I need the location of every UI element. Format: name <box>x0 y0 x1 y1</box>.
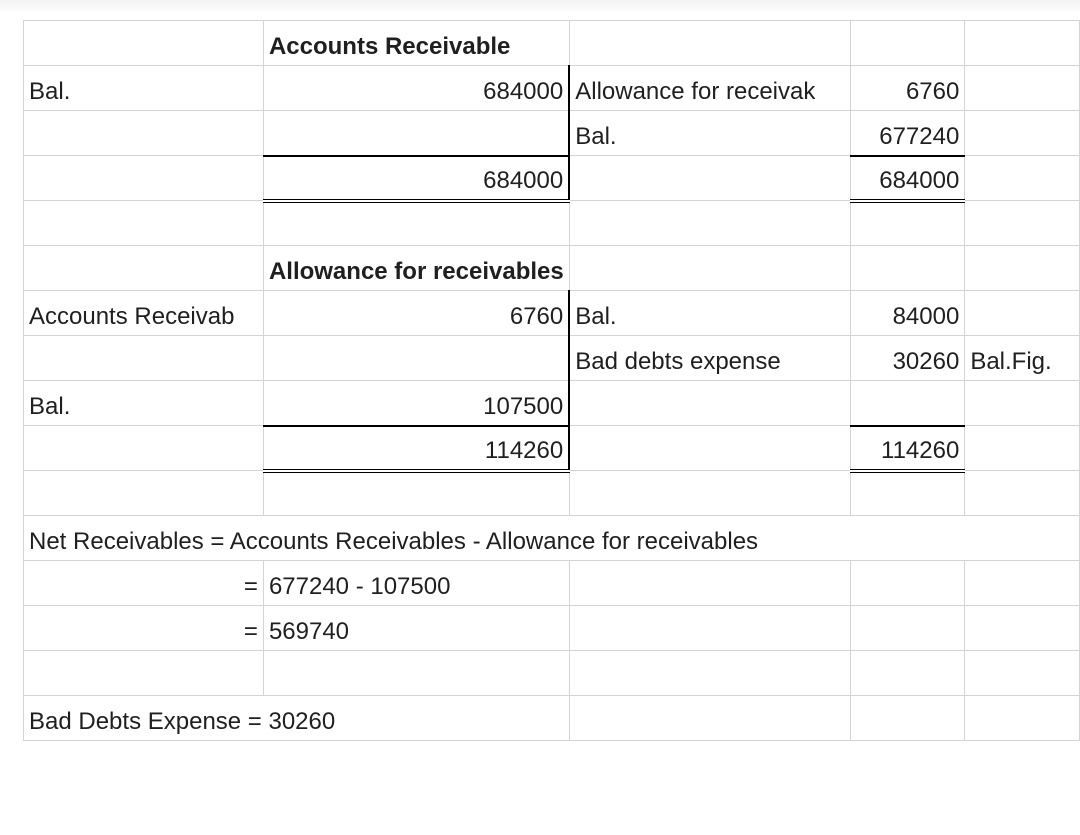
cell[interactable] <box>24 651 264 696</box>
row-bad-debts <box>24 696 1080 741</box>
cell[interactable] <box>569 201 851 246</box>
cell-allowance-right-bal-value[interactable]: 84000 <box>851 291 965 336</box>
cell[interactable] <box>965 561 1080 606</box>
allowance-title: Allowance for receivables <box>268 258 564 285</box>
cell[interactable] <box>24 336 264 381</box>
cell[interactable] <box>965 381 1080 426</box>
cell[interactable] <box>569 696 851 741</box>
row-empty <box>24 201 1080 246</box>
spreadsheet-grid <box>23 20 1080 741</box>
cell-ar-right-allowance-label[interactable]: Allowance for receivak <box>569 66 851 111</box>
cell-ar-left-total[interactable]: 684000 <box>263 156 569 201</box>
cell[interactable] <box>965 111 1080 156</box>
row-empty <box>24 651 1080 696</box>
cell[interactable] <box>965 651 1080 696</box>
cell-net-formula[interactable]: Net Receivables = Accounts Receivables - Allowance for receivables <box>24 516 1080 561</box>
row-allowance-totals <box>24 426 1080 471</box>
cell[interactable] <box>24 156 264 201</box>
row-empty <box>24 471 1080 516</box>
cell[interactable] <box>965 471 1080 516</box>
cell[interactable] <box>24 246 264 291</box>
row-allowance-title <box>24 246 1080 291</box>
row-allowance-1 <box>24 291 1080 336</box>
cell-ar-right-total[interactable]: 684000 <box>851 156 965 201</box>
cell[interactable] <box>569 651 851 696</box>
row-allowance-2 <box>24 336 1080 381</box>
cell-ar-left-bal-value[interactable]: 684000 <box>263 66 569 111</box>
cell[interactable] <box>851 21 965 66</box>
cell[interactable] <box>24 111 264 156</box>
cell-allowance-left-total[interactable]: 114260 <box>263 426 569 471</box>
cell-allowance-left-ar-label[interactable]: Accounts Receivab <box>24 291 264 336</box>
row-calc-1 <box>24 561 1080 606</box>
cell-allowance-right-bde-label[interactable]: Bad debts expense <box>569 336 851 381</box>
cell-allowance-right-total[interactable]: 114260 <box>851 426 965 471</box>
row-ar-2 <box>24 111 1080 156</box>
cell-ar-right-allowance-value[interactable]: 6760 <box>851 66 965 111</box>
cell[interactable] <box>263 336 569 381</box>
cell-allowance-right-bde-value[interactable]: 30260 <box>851 336 965 381</box>
cell[interactable] <box>569 156 851 201</box>
row-allowance-3 <box>24 381 1080 426</box>
cell[interactable] <box>965 696 1080 741</box>
cell[interactable] <box>965 66 1080 111</box>
cell-allowance-left-bal-value[interactable]: 107500 <box>263 381 569 426</box>
row-net-formula <box>24 516 1080 561</box>
cell[interactable] <box>569 381 851 426</box>
calc-line-1: 677240 - 107500 <box>268 573 451 600</box>
cell[interactable] <box>263 111 569 156</box>
cell-ar-title[interactable] <box>263 21 569 66</box>
cell-calc-line-1[interactable] <box>263 561 569 606</box>
cell[interactable] <box>965 606 1080 651</box>
cell-allowance-left-ar-value[interactable]: 6760 <box>263 291 569 336</box>
cell[interactable] <box>569 21 851 66</box>
cell[interactable] <box>851 471 965 516</box>
cell[interactable] <box>965 21 1080 66</box>
cell[interactable] <box>569 246 851 291</box>
cell-allowance-right-bal-label[interactable]: Bal. <box>569 291 851 336</box>
cell-ar-left-bal-label[interactable]: Bal. <box>24 66 264 111</box>
cell[interactable] <box>263 651 569 696</box>
cell[interactable] <box>965 201 1080 246</box>
cell-calc-line-2[interactable]: 569740 <box>263 606 569 651</box>
cell[interactable] <box>569 606 851 651</box>
cell[interactable] <box>965 156 1080 201</box>
cell-ar-right-bal-value[interactable]: 677240 <box>851 111 965 156</box>
cell[interactable] <box>851 561 965 606</box>
cell-equals-1[interactable]: = <box>24 561 264 606</box>
cell[interactable] <box>569 426 851 471</box>
cell[interactable] <box>263 201 569 246</box>
top-band <box>0 0 1080 14</box>
row-ar-totals <box>24 156 1080 201</box>
cell[interactable] <box>851 651 965 696</box>
cell[interactable] <box>851 381 965 426</box>
cell-equals-2[interactable]: = <box>24 606 264 651</box>
row-ar-1 <box>24 66 1080 111</box>
cell[interactable] <box>24 21 264 66</box>
cell-bad-debts-line[interactable]: Bad Debts Expense = 30260 <box>24 696 570 741</box>
cell[interactable] <box>569 471 851 516</box>
cell[interactable] <box>24 201 264 246</box>
cell-allowance-left-bal-label[interactable]: Bal. <box>24 381 264 426</box>
cell[interactable] <box>24 426 264 471</box>
cell[interactable] <box>851 246 965 291</box>
cell[interactable] <box>263 471 569 516</box>
cell[interactable] <box>851 606 965 651</box>
ar-title: Accounts Receivable <box>268 33 511 60</box>
cell[interactable] <box>569 561 851 606</box>
cell-ar-right-bal-label[interactable]: Bal. <box>569 111 851 156</box>
cell[interactable] <box>24 471 264 516</box>
cell-allowance-title[interactable] <box>263 246 569 291</box>
cell[interactable] <box>851 201 965 246</box>
row-calc-2 <box>24 606 1080 651</box>
row-ar-title <box>24 21 1080 66</box>
cell-allowance-right-bde-note[interactable]: Bal.Fig. <box>965 336 1080 381</box>
cell[interactable] <box>965 246 1080 291</box>
cell[interactable] <box>965 291 1080 336</box>
cell[interactable] <box>965 426 1080 471</box>
cell[interactable] <box>851 696 965 741</box>
